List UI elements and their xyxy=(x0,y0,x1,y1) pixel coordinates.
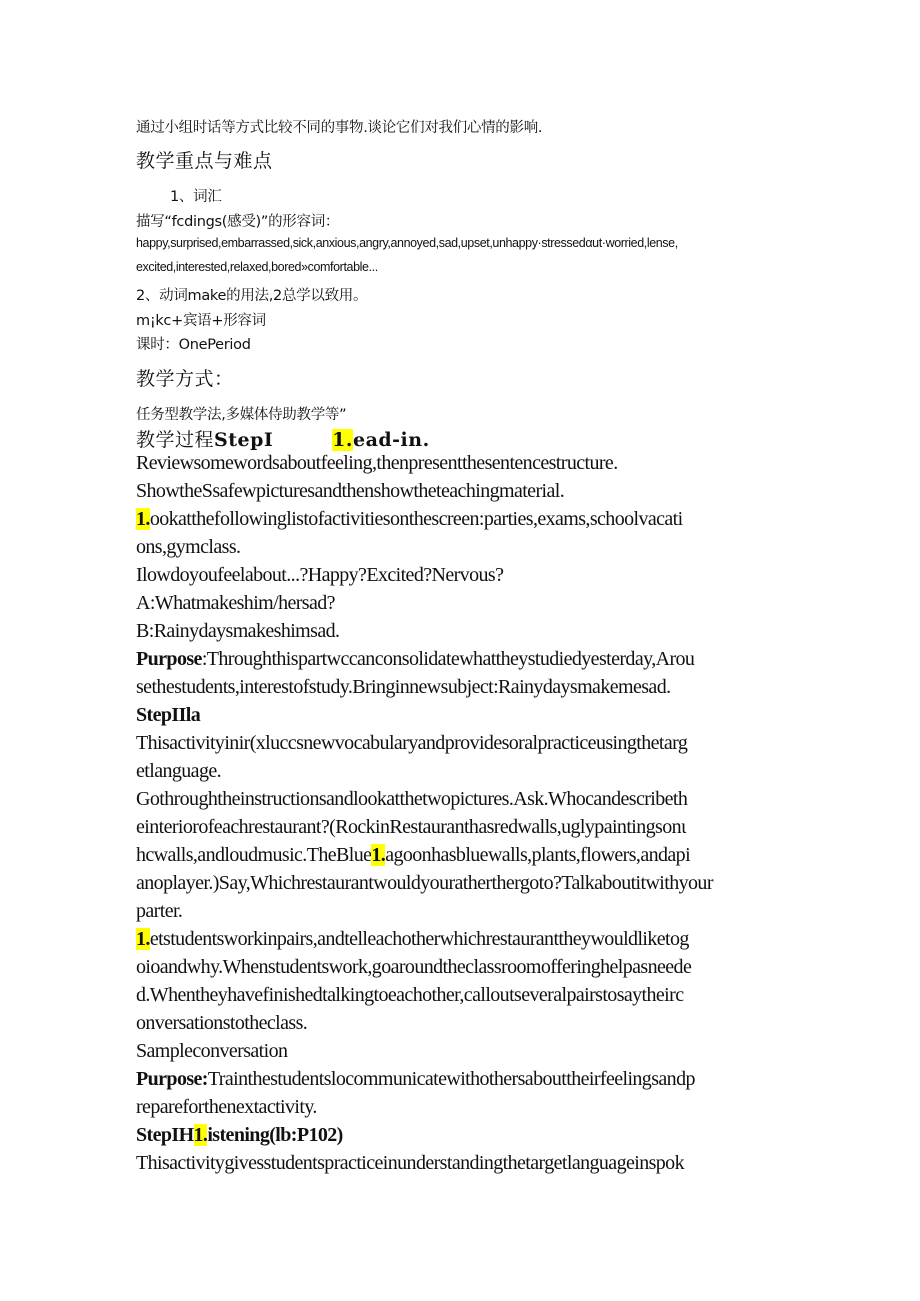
text-line xyxy=(136,1068,695,1091)
text-line xyxy=(136,788,687,811)
text-segment: StepIIla xyxy=(136,704,201,726)
text-segment: Thisactivitygivesstudentspracticeinunderstandingthetargetlanguageinspok xyxy=(136,1152,684,1174)
text-line xyxy=(136,236,678,250)
text-segment: einteriorofeachrestaurant?(RockinRestauranthasredwalls,uglypaintingsonι xyxy=(136,816,686,838)
text-segment: ead-in. xyxy=(352,429,430,451)
text-segment: d.Whentheyhavefinishedtalkingtoeachother,calloutseveralpairstosaytheirc xyxy=(136,984,684,1006)
text-segment: istening(lb:P102) xyxy=(207,1124,343,1146)
text-line xyxy=(136,452,618,475)
text-segment: 通过小组时话等方式比较不同的事物.谈论它们对我们心情的影响. xyxy=(136,120,543,136)
text-segment: excited,interested,relaxed,bored»comfortable... xyxy=(136,260,378,274)
text-segment: etstudentsworkinpairs,andtelleachotherwhichrestauranttheywouldliketog xyxy=(149,928,689,950)
text-line xyxy=(136,648,694,671)
text-line xyxy=(136,1096,317,1119)
text-segment: 教学方式： xyxy=(136,368,234,390)
text-segment: Ilowdoyoufeelabout...?Happy?Excited?Nervous? xyxy=(136,564,504,586)
text-line xyxy=(136,508,683,531)
text-line xyxy=(136,704,200,727)
text-line xyxy=(136,284,367,305)
text-segment: oioandwhy.Whenstudentswork,goaroundtheclassroomofferinghelpasneede xyxy=(136,956,692,978)
text-segment: 描写“fcdings(感受)”的形容词： xyxy=(136,214,340,230)
text-segment: 2、动词make的用法,2总学以致用。 xyxy=(136,288,368,304)
text-line xyxy=(136,844,690,867)
text-segment: B:Rainydaysmakeshimsad. xyxy=(136,620,340,642)
text-line xyxy=(136,816,686,839)
text-segment: Gothroughtheinstructionsandlookatthetwopictures.Ask.Whocandescribeth xyxy=(136,788,688,810)
text-segment: 任务型教学法,多媒体侍助教学等” xyxy=(136,407,347,423)
text-line xyxy=(136,425,430,452)
text-segment: A:Whatmakeshim/hersad? xyxy=(136,592,335,614)
text-segment: 课时：OnePeriod xyxy=(136,337,251,353)
highlighted-text: 1. xyxy=(332,429,353,451)
text-segment: Purpose xyxy=(136,648,202,670)
text-segment: parter. xyxy=(136,900,183,922)
text-line xyxy=(136,928,689,951)
text-segment: agoonhasbluewalls,plants,flowers,andapi xyxy=(385,844,691,866)
text-segment: ShowtheSsafewpicturesandthenshowtheteachingmaterial. xyxy=(136,480,565,502)
text-line xyxy=(170,185,222,206)
highlighted-text: 1. xyxy=(136,928,150,950)
highlighted-text: 1. xyxy=(193,1124,208,1146)
text-line xyxy=(136,116,542,137)
text-segment: hcwalls,andloudmusic.TheBlue xyxy=(136,844,372,866)
text-segment xyxy=(273,429,332,451)
text-segment: :Throughthispartwccanconsolidatewhattheystudiedyesterday,Arou xyxy=(201,648,695,670)
text-line xyxy=(136,260,378,274)
text-line xyxy=(136,309,266,330)
text-line xyxy=(136,956,691,979)
text-line xyxy=(136,1040,287,1063)
text-segment: onversationstotheclass. xyxy=(136,1012,308,1034)
text-line xyxy=(136,536,240,559)
text-segment: 教学重点与难点 xyxy=(136,150,273,172)
text-segment: StepIH xyxy=(136,1124,194,1146)
text-line xyxy=(136,210,339,231)
text-segment: repareforthenextactivity. xyxy=(136,1096,317,1118)
text-line xyxy=(136,480,564,503)
text-segment: anoplayer.)Say,Whichrestaurantwouldyouratherthergoto?Talkaboutitwithyour xyxy=(136,872,713,894)
highlighted-text: 1. xyxy=(136,508,150,530)
text-line xyxy=(136,760,221,783)
text-segment: m¡kc+宾语+形容词 xyxy=(136,313,266,329)
text-segment: StepI xyxy=(214,429,274,451)
text-segment: Reviewsomewordsaboutfeeling,thenpresentthesentencestructure. xyxy=(136,452,618,474)
text-line xyxy=(136,900,182,923)
text-segment: Thisactivityinir(xluccsnewvocabularyandprovidesoralpracticeusingthetarg xyxy=(136,732,688,754)
text-line xyxy=(136,1152,684,1175)
text-segment: ons,gymclass. xyxy=(136,536,241,558)
text-line xyxy=(136,333,251,354)
text-segment: happy,surprised,embarrassed,sick,anxious,angry,annoyed,sad,upset,unhappy·stressedαut·worried,lense, xyxy=(136,236,678,250)
text-line xyxy=(136,1012,307,1035)
text-line xyxy=(136,676,671,699)
text-line xyxy=(136,732,687,755)
text-line xyxy=(136,1124,343,1147)
text-line xyxy=(136,146,273,173)
text-line xyxy=(136,984,683,1007)
text-segment: ookatthefollowinglistofactivitiesonthescreen:parties,exams,schoolvacati xyxy=(149,508,683,530)
text-segment: Trainthestudentslocommunicatewithothersabouttheirfeelingsandp xyxy=(207,1068,695,1090)
text-line xyxy=(136,364,234,391)
text-segment: Sampleconversation xyxy=(136,1040,288,1062)
text-segment: 教学过程 xyxy=(136,429,215,451)
text-line xyxy=(136,403,346,424)
text-line xyxy=(136,872,713,895)
text-segment: 1、词汇 xyxy=(170,189,222,205)
text-segment: Purpose: xyxy=(136,1068,208,1090)
highlighted-text: 1. xyxy=(371,844,386,866)
text-segment: sethestudents,interestofstudy.Bringinnewsubject:Rainydaysmakemesad. xyxy=(136,676,671,698)
text-line xyxy=(136,564,503,587)
text-line xyxy=(136,620,339,643)
text-segment: etlanguage. xyxy=(136,760,222,782)
text-line xyxy=(136,592,335,615)
